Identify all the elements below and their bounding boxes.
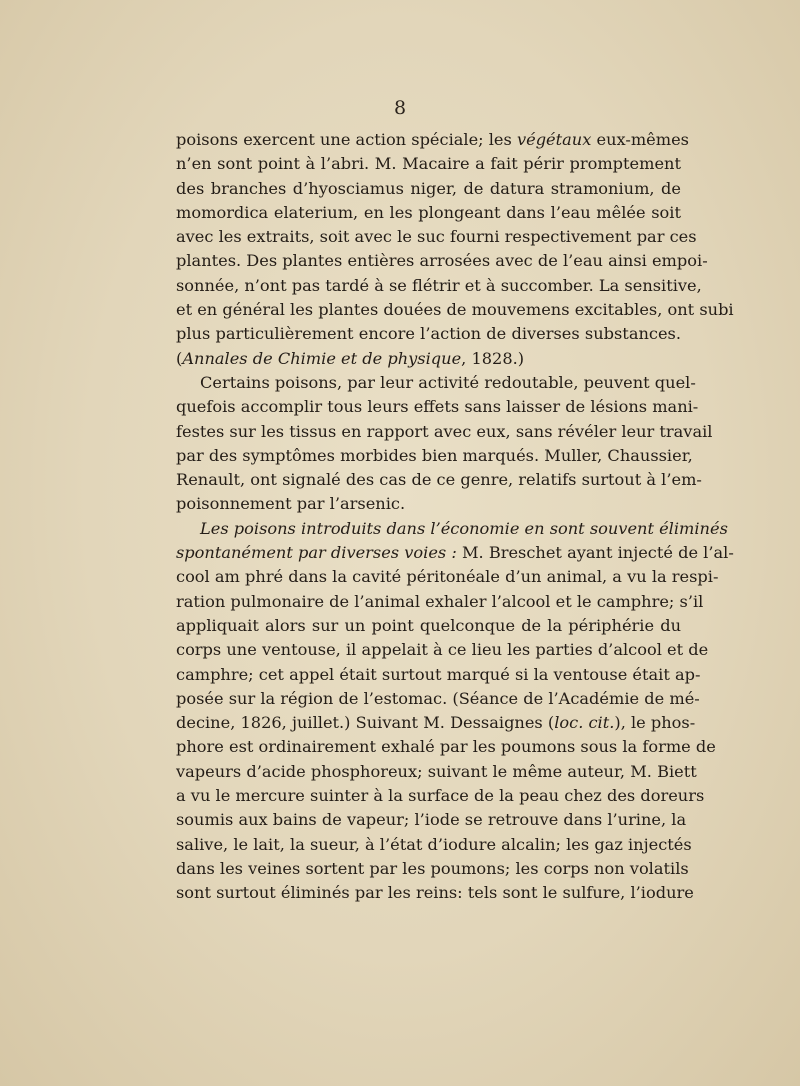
page-number: 8 xyxy=(393,97,407,119)
text-segment: n’en sont point à l’abri. M. Macaire a fait périr promptement xyxy=(176,154,681,174)
text-line xyxy=(176,857,689,881)
text-line xyxy=(176,663,701,687)
text-line xyxy=(176,492,681,516)
italic-text: Annales de Chimie et de physique xyxy=(182,348,462,368)
text-line xyxy=(176,322,681,346)
text-segment: ration pulmonaire de l’animal exhaler l’alcool et le camphre; s’il xyxy=(176,591,704,611)
italic-text: Les poisons introduits dans l’économie en sont souvent éliminés xyxy=(200,518,728,538)
text-line xyxy=(176,395,699,419)
body-text xyxy=(176,128,734,906)
italic-text: spontanément par diverses voies : xyxy=(176,543,457,563)
text-segment: poisonnement par l’arsenic. xyxy=(176,494,406,514)
text-line xyxy=(176,541,734,565)
text-line xyxy=(176,152,681,176)
text-segment: posée sur la région de l’estomac. (Séance de l’Académie de mé- xyxy=(176,688,700,708)
text-segment: phore est ordinairement exhalé par les poumons sous la forme de xyxy=(176,737,716,757)
text-line xyxy=(176,444,693,468)
italic-text: loc. cit. xyxy=(554,713,615,733)
text-segment: quefois accomplir tous leurs effets sans laisser de lésions mani- xyxy=(176,397,699,417)
text-segment: cool am phré dans la cavité péritonéale d’un animal, a vu la respi- xyxy=(176,567,719,587)
text-line xyxy=(176,808,687,832)
text-segment: Certains poisons, par leur activité redoutable, peuvent quel- xyxy=(200,372,696,392)
text-segment: ( xyxy=(176,348,183,368)
text-segment: plus particulièrement encore l’action de diverses substances. xyxy=(176,324,681,344)
text-line xyxy=(176,371,696,395)
text-line xyxy=(176,201,681,225)
text-segment: poisons exercent une action spéciale; les xyxy=(176,130,517,149)
text-segment: plantes. Des plantes entières arrosées avec de l’eau ainsi empoi- xyxy=(176,251,708,271)
text-line xyxy=(176,687,700,711)
text-segment: eux-mêmes xyxy=(591,130,689,149)
text-segment: Renault, ont signalé des cas de ce genre, relatifs surtout à l’em- xyxy=(176,470,702,490)
text-segment: avec les extraits, soit avec le suc fourni respectivement par ces xyxy=(176,227,697,247)
text-line xyxy=(176,638,709,662)
text-segment: des branches d’hyosciamus niger, de datura stramonium, de xyxy=(176,178,681,198)
text-line xyxy=(176,614,681,638)
text-segment: ), le phos- xyxy=(614,713,696,733)
text-line xyxy=(176,881,694,905)
text-line xyxy=(176,177,681,201)
italic-text: végétaux xyxy=(516,130,592,149)
text-segment: soumis aux bains de vapeur; l’iode se retrouve dans l’urine, la xyxy=(176,810,687,830)
text-segment: decine, 1826, juillet.) Suivant M. Dessaignes ( xyxy=(176,713,555,733)
text-line xyxy=(176,590,704,614)
text-line xyxy=(176,274,702,298)
text-line xyxy=(176,225,697,249)
text-segment: par des symptômes morbides bien marqués. Muller, Chaussier, xyxy=(176,445,693,465)
text-segment: , 1828.) xyxy=(461,348,525,368)
text-line xyxy=(176,735,716,759)
text-segment: corps une ventouse, il appelait à ce lieu les parties d’alcool et de xyxy=(176,640,709,660)
text-segment: vapeurs d’acide phosphoreux; suivant le même auteur, M. Biett xyxy=(176,761,697,781)
text-segment: a vu le mercure suinter à la surface de la peau chez des doreurs xyxy=(176,786,705,806)
text-segment: momordica elaterium, en les plongeant dans l’eau mêlée soit xyxy=(176,202,681,222)
text-segment: et en général les plantes douées de mouvemens excitables, ont subi xyxy=(176,300,734,320)
text-line xyxy=(176,760,697,784)
text-line xyxy=(176,298,734,322)
text-line xyxy=(176,711,696,735)
text-line xyxy=(176,565,719,589)
text-line xyxy=(176,347,681,371)
text-segment: salive, le lait, la sueur, à l’état d’iodure alcalin; les gaz injectés xyxy=(176,834,692,854)
text-line xyxy=(176,468,702,492)
text-segment: M. Breschet ayant injecté de l’al- xyxy=(456,543,734,563)
text-line xyxy=(176,249,708,273)
text-segment: sont surtout éliminés par les reins: tels sont le sulfure, l’iodure xyxy=(176,883,694,903)
text-line xyxy=(176,517,728,541)
text-line xyxy=(176,128,689,152)
text-segment: sonnée, n’ont pas tardé à se flétrir et à succomber. La sensitive, xyxy=(176,275,702,295)
text-line xyxy=(176,784,705,808)
text-segment: appliquait alors sur un point quelconque de la périphérie du xyxy=(176,615,681,635)
text-line xyxy=(176,420,713,444)
text-segment: camphre; cet appel était surtout marqué si la ventouse était ap- xyxy=(176,664,701,684)
text-segment: dans les veines sortent par les poumons; les corps non volatils xyxy=(176,858,689,878)
text-line xyxy=(176,833,692,857)
text-segment: festes sur les tissus en rapport avec eux, sans révéler leur travail xyxy=(176,421,713,441)
